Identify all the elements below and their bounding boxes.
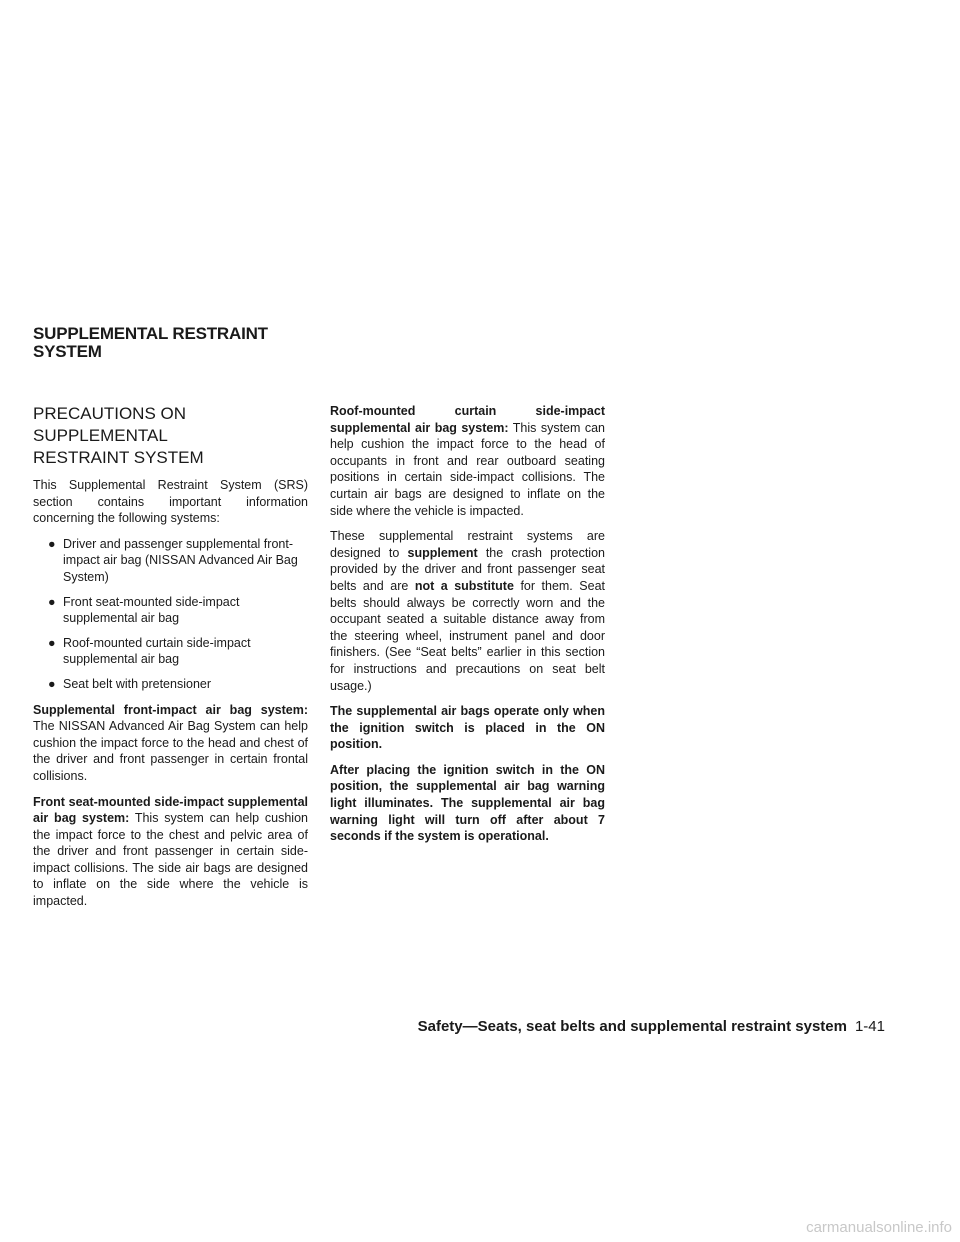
- section-title-line2: SYSTEM: [33, 342, 102, 361]
- supplement-text-c: the crash protection provided by the driver and front passenger seat belts and are: [330, 545, 605, 593]
- intro-paragraph: This Supplemental Restraint System (SRS) section contains important information concerning the following systems:: [33, 478, 308, 526]
- list-item: [33, 676, 308, 693]
- left-column: [33, 403, 308, 919]
- list-item-text: Roof-mounted curtain side-impact supplemental air bag: [63, 635, 251, 667]
- bullet-icon: ●: [48, 536, 56, 551]
- supplement-emphasis: supplement: [407, 545, 478, 560]
- front-airbag-label: Supplemental front-impact air bag system:: [33, 702, 308, 717]
- operate-paragraph: The supplemental air bags operate only when the ignition switch is placed in the ON position.: [330, 704, 605, 752]
- not-substitute-emphasis: not a substitute: [414, 578, 514, 593]
- side-airbag-label: Front seat-mounted side-impact supplemental air bag system:: [33, 794, 308, 826]
- footer-chapter-title: Safety—Seats, seat belts and supplemental restraint system: [417, 1018, 847, 1035]
- list-item-text: Seat belt with pretensioner: [63, 676, 212, 691]
- page-footer: [418, 1018, 885, 1035]
- curtain-airbag-text: This system can help cushion the impact force to the head of occupants in front and rear outboard seating positions in certain side-impact collisions. The curtain air bags are designed to inflate on the side where the vehicle is impacted.: [330, 420, 605, 518]
- supplement-text-a: These supplemental restraint systems are designed to: [330, 529, 605, 560]
- bullet-icon: ●: [48, 676, 56, 691]
- curtain-airbag-paragraph: [330, 403, 605, 519]
- section-title-line1: SUPPLEMENTAL RESTRAINT: [33, 324, 268, 343]
- precautions-heading: [33, 403, 308, 469]
- list-item: [33, 594, 308, 627]
- watermark: carmanualsonline.info: [806, 1219, 952, 1236]
- right-column: [330, 403, 605, 854]
- side-airbag-text: This system can help cushion the impact force to the chest and pelvic area of the driver and front passenger in certain side-impact collisions. The side air bags are designed to inflate on the side where the vehicle is impacted.: [33, 811, 308, 909]
- section-title: [33, 325, 353, 361]
- front-airbag-text: The NISSAN Advanced Air Bag System can help cushion the impact force to the head and chest of the driver and front passenger in certain frontal collisions.: [33, 719, 308, 783]
- list-item: [33, 635, 308, 668]
- supplement-paragraph: [330, 528, 605, 694]
- curtain-airbag-label: Roof-mounted curtain side-impact supplemental air bag system:: [330, 404, 605, 435]
- systems-list: [33, 536, 308, 693]
- precautions-heading-line2: RESTRAINT SYSTEM: [33, 448, 204, 467]
- list-item-text: Front seat-mounted side-impact supplemental air bag: [63, 594, 240, 626]
- bullet-icon: ●: [48, 594, 56, 609]
- list-item: [33, 536, 308, 586]
- precautions-heading-line1: PRECAUTIONS ON SUPPLEMENTAL: [33, 404, 187, 445]
- side-airbag-paragraph: [33, 794, 308, 910]
- front-airbag-paragraph: [33, 702, 308, 785]
- list-item-text: Driver and passenger supplemental front-impact air bag (NISSAN Advanced Air Bag System): [63, 536, 298, 584]
- warning-light-paragraph: After placing the ignition switch in the ON position, the supplemental air bag warning light illuminates. The supplemental air bag warning light will turn off after about 7 seconds if the system is operational.: [330, 762, 605, 844]
- supplement-text-e: for them. Seat belts should always be correctly worn and the occupant seated a suitable distance away from the steering wheel, instrument panel and door finishers. (See “Seat belts” earlier in this section for instructions and precautions on seat belt usage.): [330, 578, 605, 693]
- bullet-icon: ●: [48, 635, 56, 650]
- page-number: 1-41: [854, 1018, 885, 1035]
